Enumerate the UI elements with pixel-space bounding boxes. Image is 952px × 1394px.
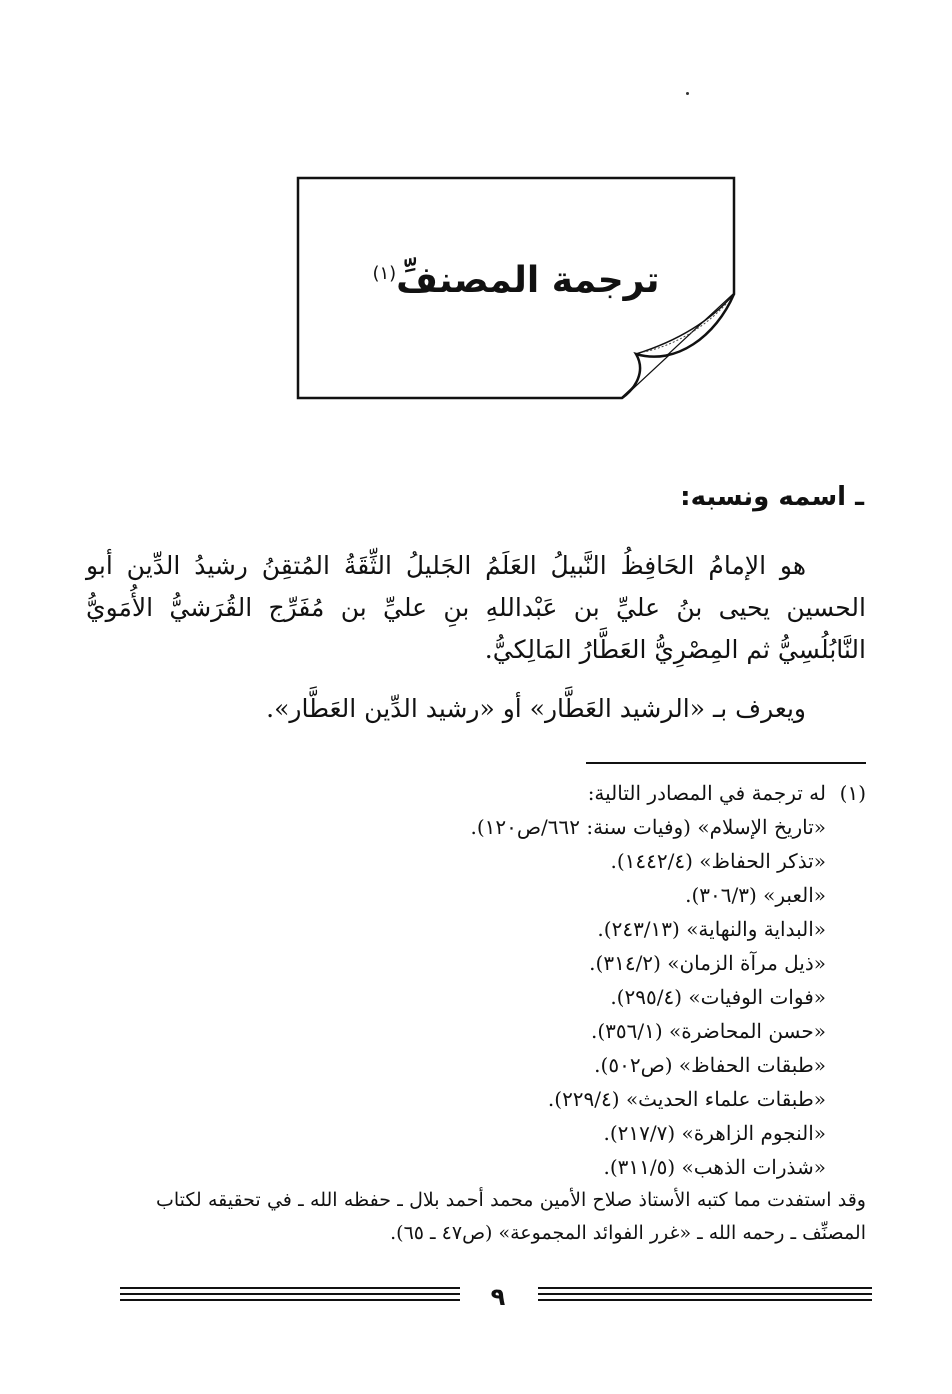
footnotes [106,776,866,1250]
source-item: «طبقات الحفاظ» (ص٥٠٢). [594,1053,826,1077]
footer-rule-right [538,1287,872,1309]
source-item: «البداية والنهاية» (٢٤٣/١٣). [597,917,826,941]
source-item: «حسن المحاضرة» (٣٥٦/١). [590,1019,826,1043]
source-item: «ذيل مرآة الزمان» (٣١٤/٢). [589,951,826,975]
print-speck [686,92,689,95]
title-label: ترجمة المصنفِّ [396,260,660,301]
source-item: «تذكر الحفاظ» (١٤٤٢/٤). [610,849,826,873]
source-item: «طبقات علماء الحديث» (٢٢٩/٤). [547,1087,826,1111]
source-item: «فوات الوفيات» (٢٩٥/٤). [610,985,826,1009]
biography-paragraph: هو الإمامُ الحَافِظُ النَّبيلُ العَلَمُ الجَليلُ الثِّقَةُ المُتقِنُ رشيدُ الدِّين أبو الحسين يحيى بنُ عليِّ بن عَبْداللهِ بنِ عليِّ بن مُفَرِّج القُرَشيُّ الأُمَويُّ النَّابُلُسِيُّ ثم المِصْرِيُّ العَطَّارُ المَالِكيُّ. [86,551,866,664]
footnote-intro: له ترجمة في المصادر التالية: [587,781,826,805]
page-title [296,260,736,301]
section-heading: ـ اسمه ونسبه: [680,482,864,512]
source-item: «تاريخ الإسلام» (وفيات سنة: ٦٦٢/ص١٢٠). [470,815,826,839]
title-frame [296,176,736,402]
source-item: «شذرات الذهب» (٣١١/٥). [603,1155,826,1179]
alias-paragraph: ويعرف بـ «الرشيد العَطَّار» أو «رشيد الدِّين العَطَّار». [266,694,806,723]
source-item: «العبر» (٣٠٦/٣). [685,883,826,907]
footer-rule-left [120,1287,460,1309]
footnote-divider [586,762,866,764]
title-footnote-marker: (١) [372,263,397,284]
footnote-acknowledgement: وقد استفدت مما كتبه الأستاذ صلاح الأمين محمد أحمد بلال ـ حفظه الله ـ في تحقيقه لكتاب المصنِّف ـ رحمه الله ـ «غرر الفوائد المجموعة» (ص٤٧ ـ ٦٥). [156,1189,866,1244]
page-number: ٩ [490,1283,506,1311]
footnote-heading [106,776,866,810]
source-item: «النجوم الزاهرة» (٢١٧/٧). [603,1121,826,1145]
footnote-number: (١) [839,781,866,805]
source-list [106,810,866,1184]
